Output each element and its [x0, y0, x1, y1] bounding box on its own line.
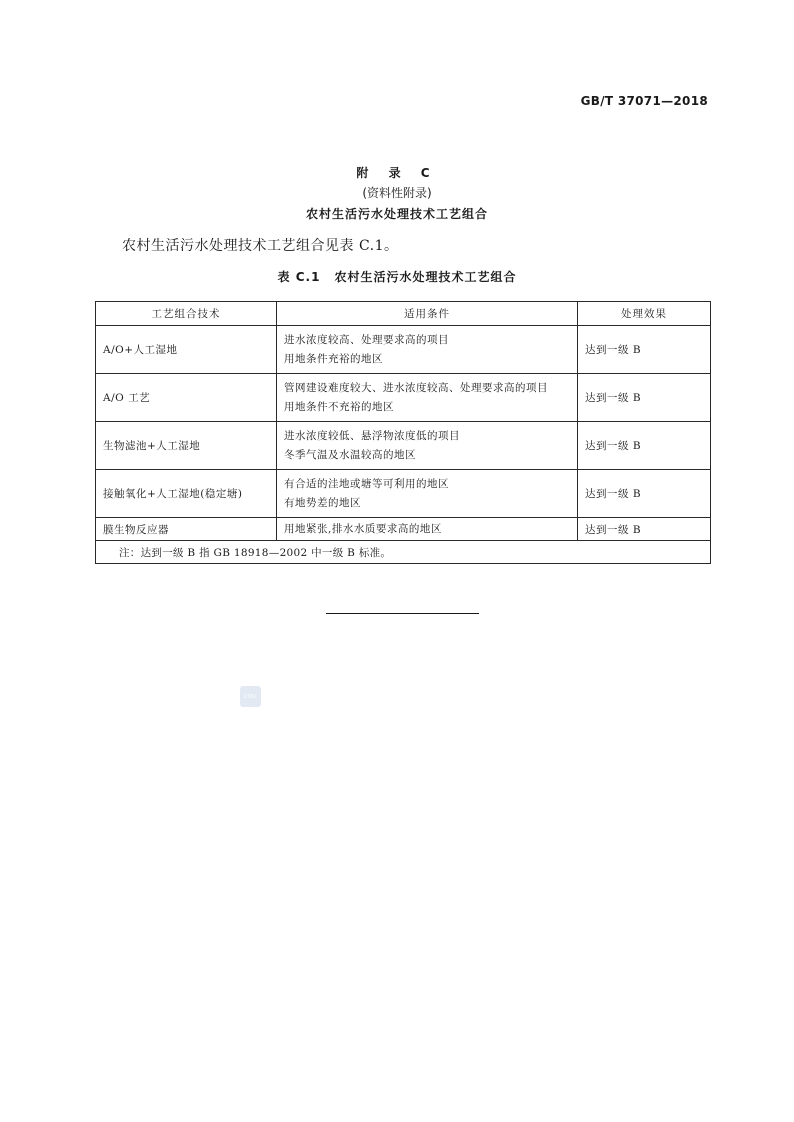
table-row — [96, 518, 711, 541]
header-tech: 工艺组合技术 — [96, 302, 277, 326]
table-row — [96, 422, 711, 470]
condition-line: 进水浓度较高、处理要求高的项目 — [284, 333, 449, 346]
condition-line: 有地势差的地区 — [284, 496, 361, 509]
table-caption-title: 农村生活污水处理技术工艺组合 — [334, 270, 517, 284]
table-row — [96, 326, 711, 374]
header-condition: 适用条件 — [277, 302, 578, 326]
condition-line: 用地条件充裕的地区 — [284, 352, 383, 365]
appendix-nature: (资料性附录) — [362, 186, 432, 200]
table-note: 注：达到一级 B 指 GB 18918—2002 中一级 B 标准。 — [96, 541, 711, 564]
condition-cell — [277, 422, 578, 470]
standard-code: GB/T 37071—2018 — [580, 94, 708, 108]
condition-line: 冬季气温及水温较高的地区 — [284, 448, 416, 461]
appendix-title: 附 录 C — [356, 166, 438, 180]
table-header-row — [96, 302, 711, 326]
condition-line: 用地条件不充裕的地区 — [284, 400, 394, 413]
table-row — [96, 374, 711, 422]
intro-paragraph: 农村生活污水处理技术工艺组合见表 C.1。 — [122, 238, 399, 254]
process-table — [95, 301, 711, 564]
condition-cell — [277, 470, 578, 518]
table-caption-number: 表 C.1 — [277, 270, 321, 284]
table-row — [96, 470, 711, 518]
watermark-logo-icon: CSSC — [240, 686, 261, 707]
effect-cell: 达到一级 B — [578, 470, 711, 518]
condition-cell — [277, 374, 578, 422]
effect-cell: 达到一级 B — [578, 374, 711, 422]
condition-cell — [277, 326, 578, 374]
effect-cell: 达到一级 B — [578, 518, 711, 541]
effect-cell: 达到一级 B — [578, 422, 711, 470]
condition-cell: 用地紧张,排水水质要求高的地区 — [277, 518, 578, 541]
end-of-document-line — [326, 613, 479, 614]
tech-cell: 接触氧化+人工湿地(稳定塘) — [96, 470, 277, 518]
condition-line: 进水浓度较低、悬浮物浓度低的项目 — [284, 429, 460, 442]
tech-cell: A/O+人工湿地 — [96, 326, 277, 374]
table-note-row — [96, 541, 711, 564]
effect-cell: 达到一级 B — [578, 326, 711, 374]
header-effect: 处理效果 — [578, 302, 711, 326]
condition-line: 管网建设难度较大、进水浓度较高、处理要求高的项目 — [284, 381, 548, 394]
appendix-heading — [0, 163, 794, 225]
tech-cell: 生物滤池+人工湿地 — [96, 422, 277, 470]
condition-line: 有合适的洼地或塘等可利用的地区 — [284, 477, 449, 490]
tech-cell: 膜生物反应器 — [96, 518, 277, 541]
appendix-name: 农村生活污水处理技术工艺组合 — [305, 207, 488, 221]
table-caption — [0, 268, 794, 285]
tech-cell: A/O 工艺 — [96, 374, 277, 422]
